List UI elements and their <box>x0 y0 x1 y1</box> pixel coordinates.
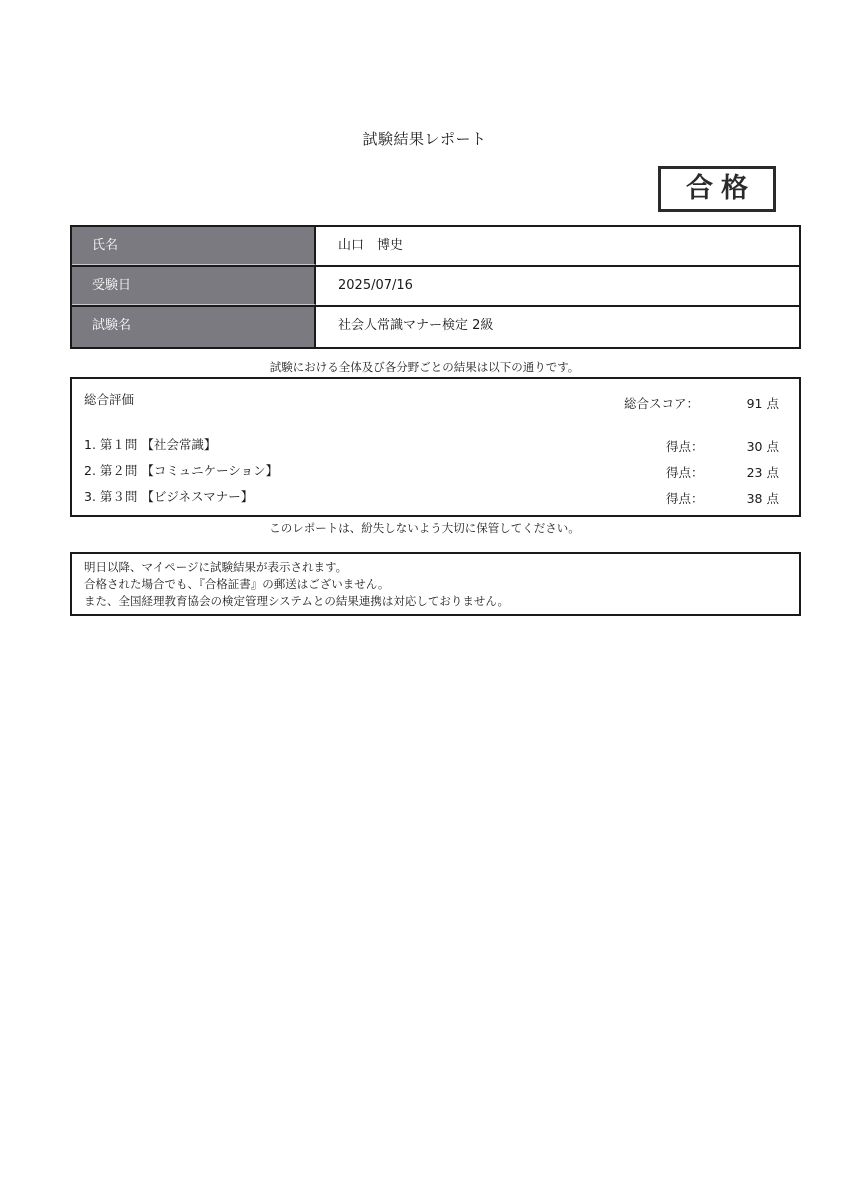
results-box <box>70 377 801 517</box>
section-row <box>72 435 799 459</box>
exam-date-value: 2025/07/16 <box>338 278 413 293</box>
exam-date-label: 受験日 <box>72 267 316 305</box>
info-row-exam-date <box>72 267 799 307</box>
candidate-info-table <box>70 225 801 349</box>
exam-name-value: 社会人常識マナー検定 2級 <box>338 318 494 333</box>
overall-label: 総合評価 <box>84 392 135 407</box>
section-score-label: 得点： <box>666 465 704 480</box>
section-label: 1. 第１問 【社会常識】 <box>84 437 217 452</box>
name-value: 山口 博史 <box>338 238 404 253</box>
keep-notice: このレポートは、紛失しないよう大切に保管してください。 <box>269 521 580 535</box>
section-label: 3. 第３問 【ビジネスマナー】 <box>84 489 254 504</box>
info-row-exam-name <box>72 307 799 347</box>
section-score-value: 23 点 <box>746 465 779 480</box>
page-title: 試験結果レポート <box>362 130 487 148</box>
exam-name-label: 試験名 <box>72 307 316 347</box>
results-intro-notice: 試験における全体及び各分野ごとの結果は以下の通りです。 <box>269 360 580 374</box>
message-line: また、全国経理教育協会の検定管理システムとの結果連携は対応しておりません。 <box>84 594 510 608</box>
total-score-value: 91 点 <box>746 396 779 411</box>
section-label: 2. 第２問 【コミュニケーション】 <box>84 463 279 478</box>
section-row <box>72 487 799 511</box>
section-row <box>72 461 799 485</box>
section-score-value: 30 点 <box>746 439 779 454</box>
message-line: 明日以降、マイページに試験結果が表示されます。 <box>84 560 348 574</box>
info-row-name <box>72 227 799 267</box>
message-line: 合格された場合でも、『合格証書』の郵送はございません。 <box>84 577 390 591</box>
section-score-value: 38 点 <box>746 491 779 506</box>
section-score-label: 得点： <box>666 491 704 506</box>
section-score-label: 得点： <box>666 439 704 454</box>
total-score-label: 総合スコア： <box>624 396 700 411</box>
overall-row <box>72 379 799 419</box>
name-label: 氏名 <box>72 227 316 265</box>
message-box <box>70 552 801 616</box>
pass-stamp: 合格 <box>658 166 776 212</box>
